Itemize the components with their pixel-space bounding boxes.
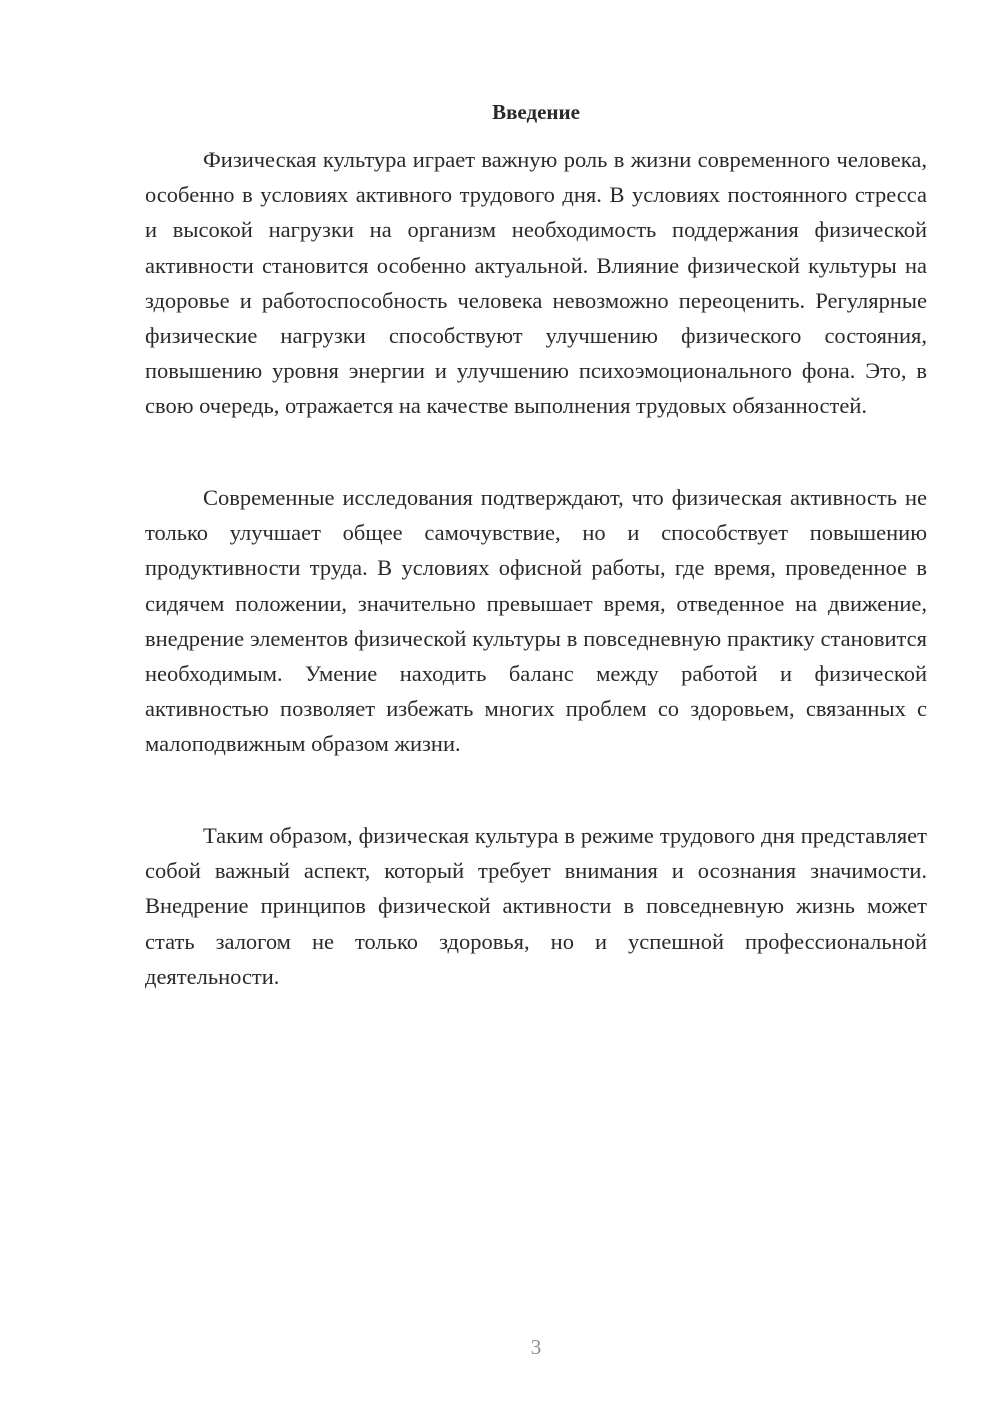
page-title: Введение: [492, 100, 580, 124]
paragraph-2: Современные исследования подтверждают, что физическая активность не только улучшает общее самочувствие, но и способствует повышению продуктивности труда. В условиях офисной работы, где время, проведенное в сидячем положении, значительно превышает время, отведенное на движение, внедрение элементов физической культуры в повседневную практику становится необходимым. Умение находить баланс между работой и физической активностью позволяет избежать многих проблем со здоровьем, связанных с малоподвижным образом жизни.: [145, 485, 927, 757]
paragraph-3: Таким образом, физическая культура в режиме трудового дня представляет собой важный аспект, который требует внимания и осознания значимости. Внедрение принципов физической активности в повседневную жизнь может стать залогом не только здоровья, но и успешной профессиональной деятельности.: [145, 823, 927, 989]
page-number: 3: [530, 1335, 542, 1359]
paragraph-1: Физическая культура играет важную роль в жизни современного человека, особенно в условиях активного трудового дня. В условиях постоянного стресса и высокой нагрузки на организм необходимость поддержания физической активности становится особенно актуальной. Влияние физической культуры на здоровье и работоспособность человека невозможно переоценить. Регулярные физические нагрузки способствуют улучшению физического состояния, повышению уровня энергии и улучшению психоэмоционального фона. Это, в свою очередь, отражается на качестве выполнения трудовых обязанностей.: [145, 147, 927, 419]
